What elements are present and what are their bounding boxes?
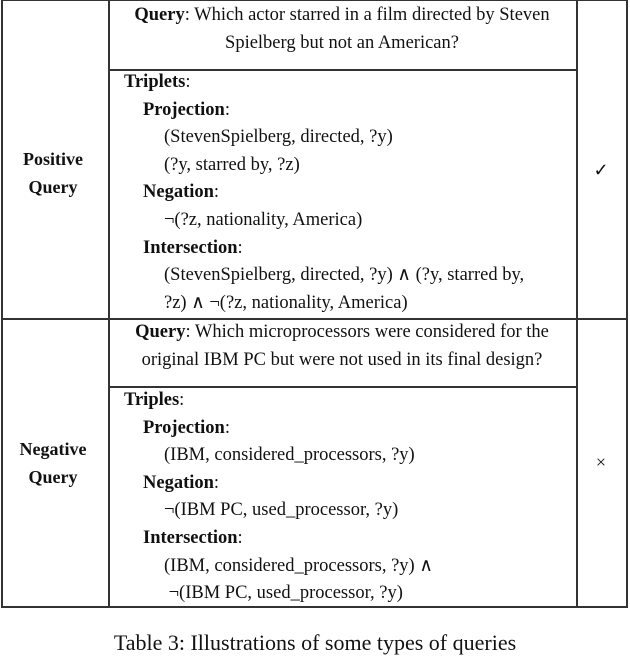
query-text: original IBM PC but were not used in its final design?	[141, 350, 543, 370]
table-caption: Table 3: Illustrations of some types of queries	[113, 630, 517, 655]
triplet-line: (StevenSpielberg, directed, ?y) ∧ (?y, starred by,	[164, 265, 525, 286]
query-text: Spielberg but not an American?	[225, 33, 459, 53]
query-label: Query	[134, 5, 185, 25]
label-line: Negative	[19, 439, 87, 459]
triplet-line: (IBM, considered_processors, ?y) ∧	[164, 555, 433, 576]
projection-heading: Projection	[143, 99, 225, 120]
triplets-heading: Triplets	[124, 72, 186, 92]
query-text: : Which microprocessors were considered for the	[185, 322, 549, 342]
row-label-positive-query	[0, 145, 106, 201]
query-text: : Which actor starred in a film directed by Steven	[184, 5, 550, 25]
query-label: Query	[135, 322, 186, 342]
negation-heading: Negation	[143, 472, 214, 493]
positive-triplets: Triplets: Projection: (StevenSpielberg, directed, ?y) (?y, starred by, ?z) Negation: ¬(?z, nationality, America) Intersection: (StevenSpielberg, directed, ?y) ∧ (?y, starred by, ?z) ∧ ¬(?z, nationality, America)	[124, 69, 524, 317]
negation-heading: Negation	[143, 182, 214, 203]
label-line: Query	[28, 177, 78, 197]
triplet-line: (IBM, considered_processors, ?y)	[164, 445, 415, 466]
label-line: Query	[28, 467, 78, 487]
projection-heading: Projection	[143, 417, 225, 438]
intersection-heading: Intersection	[143, 527, 238, 548]
positive-query-text	[108, 1, 576, 57]
row-label-negative-query	[0, 435, 106, 491]
checkmark-icon: ✓	[593, 160, 609, 180]
triplet-line: ¬(IBM PC, used_processor, ?y)	[164, 583, 403, 604]
label-line: Positive	[23, 149, 83, 169]
column-divider-right	[576, 1, 578, 606]
negative-triples: Triples: Projection: (IBM, considered_processors, ?y) Negation: ¬(IBM PC, used_processor, ?y) Intersection: (IBM, considered_processors, ?y) ∧ ¬(IBM PC, used_processor, ?y)	[124, 387, 433, 608]
triplet-line: ¬(IBM PC, used_processor, ?y)	[164, 500, 399, 521]
triplet-line: (?y, starred by, ?z)	[164, 154, 300, 175]
negative-query-text	[108, 318, 576, 374]
triples-heading: Triples	[124, 390, 180, 410]
intersection-heading: Intersection	[143, 237, 238, 258]
triplet-line: ?z) ∧ ¬(?z, nationality, America)	[164, 292, 408, 313]
column-divider-left	[108, 1, 110, 606]
triplet-line: (StevenSpielberg, directed, ?y)	[164, 127, 393, 148]
triplet-line: ¬(?z, nationality, America)	[164, 209, 363, 230]
cross-icon: ×	[595, 452, 607, 472]
